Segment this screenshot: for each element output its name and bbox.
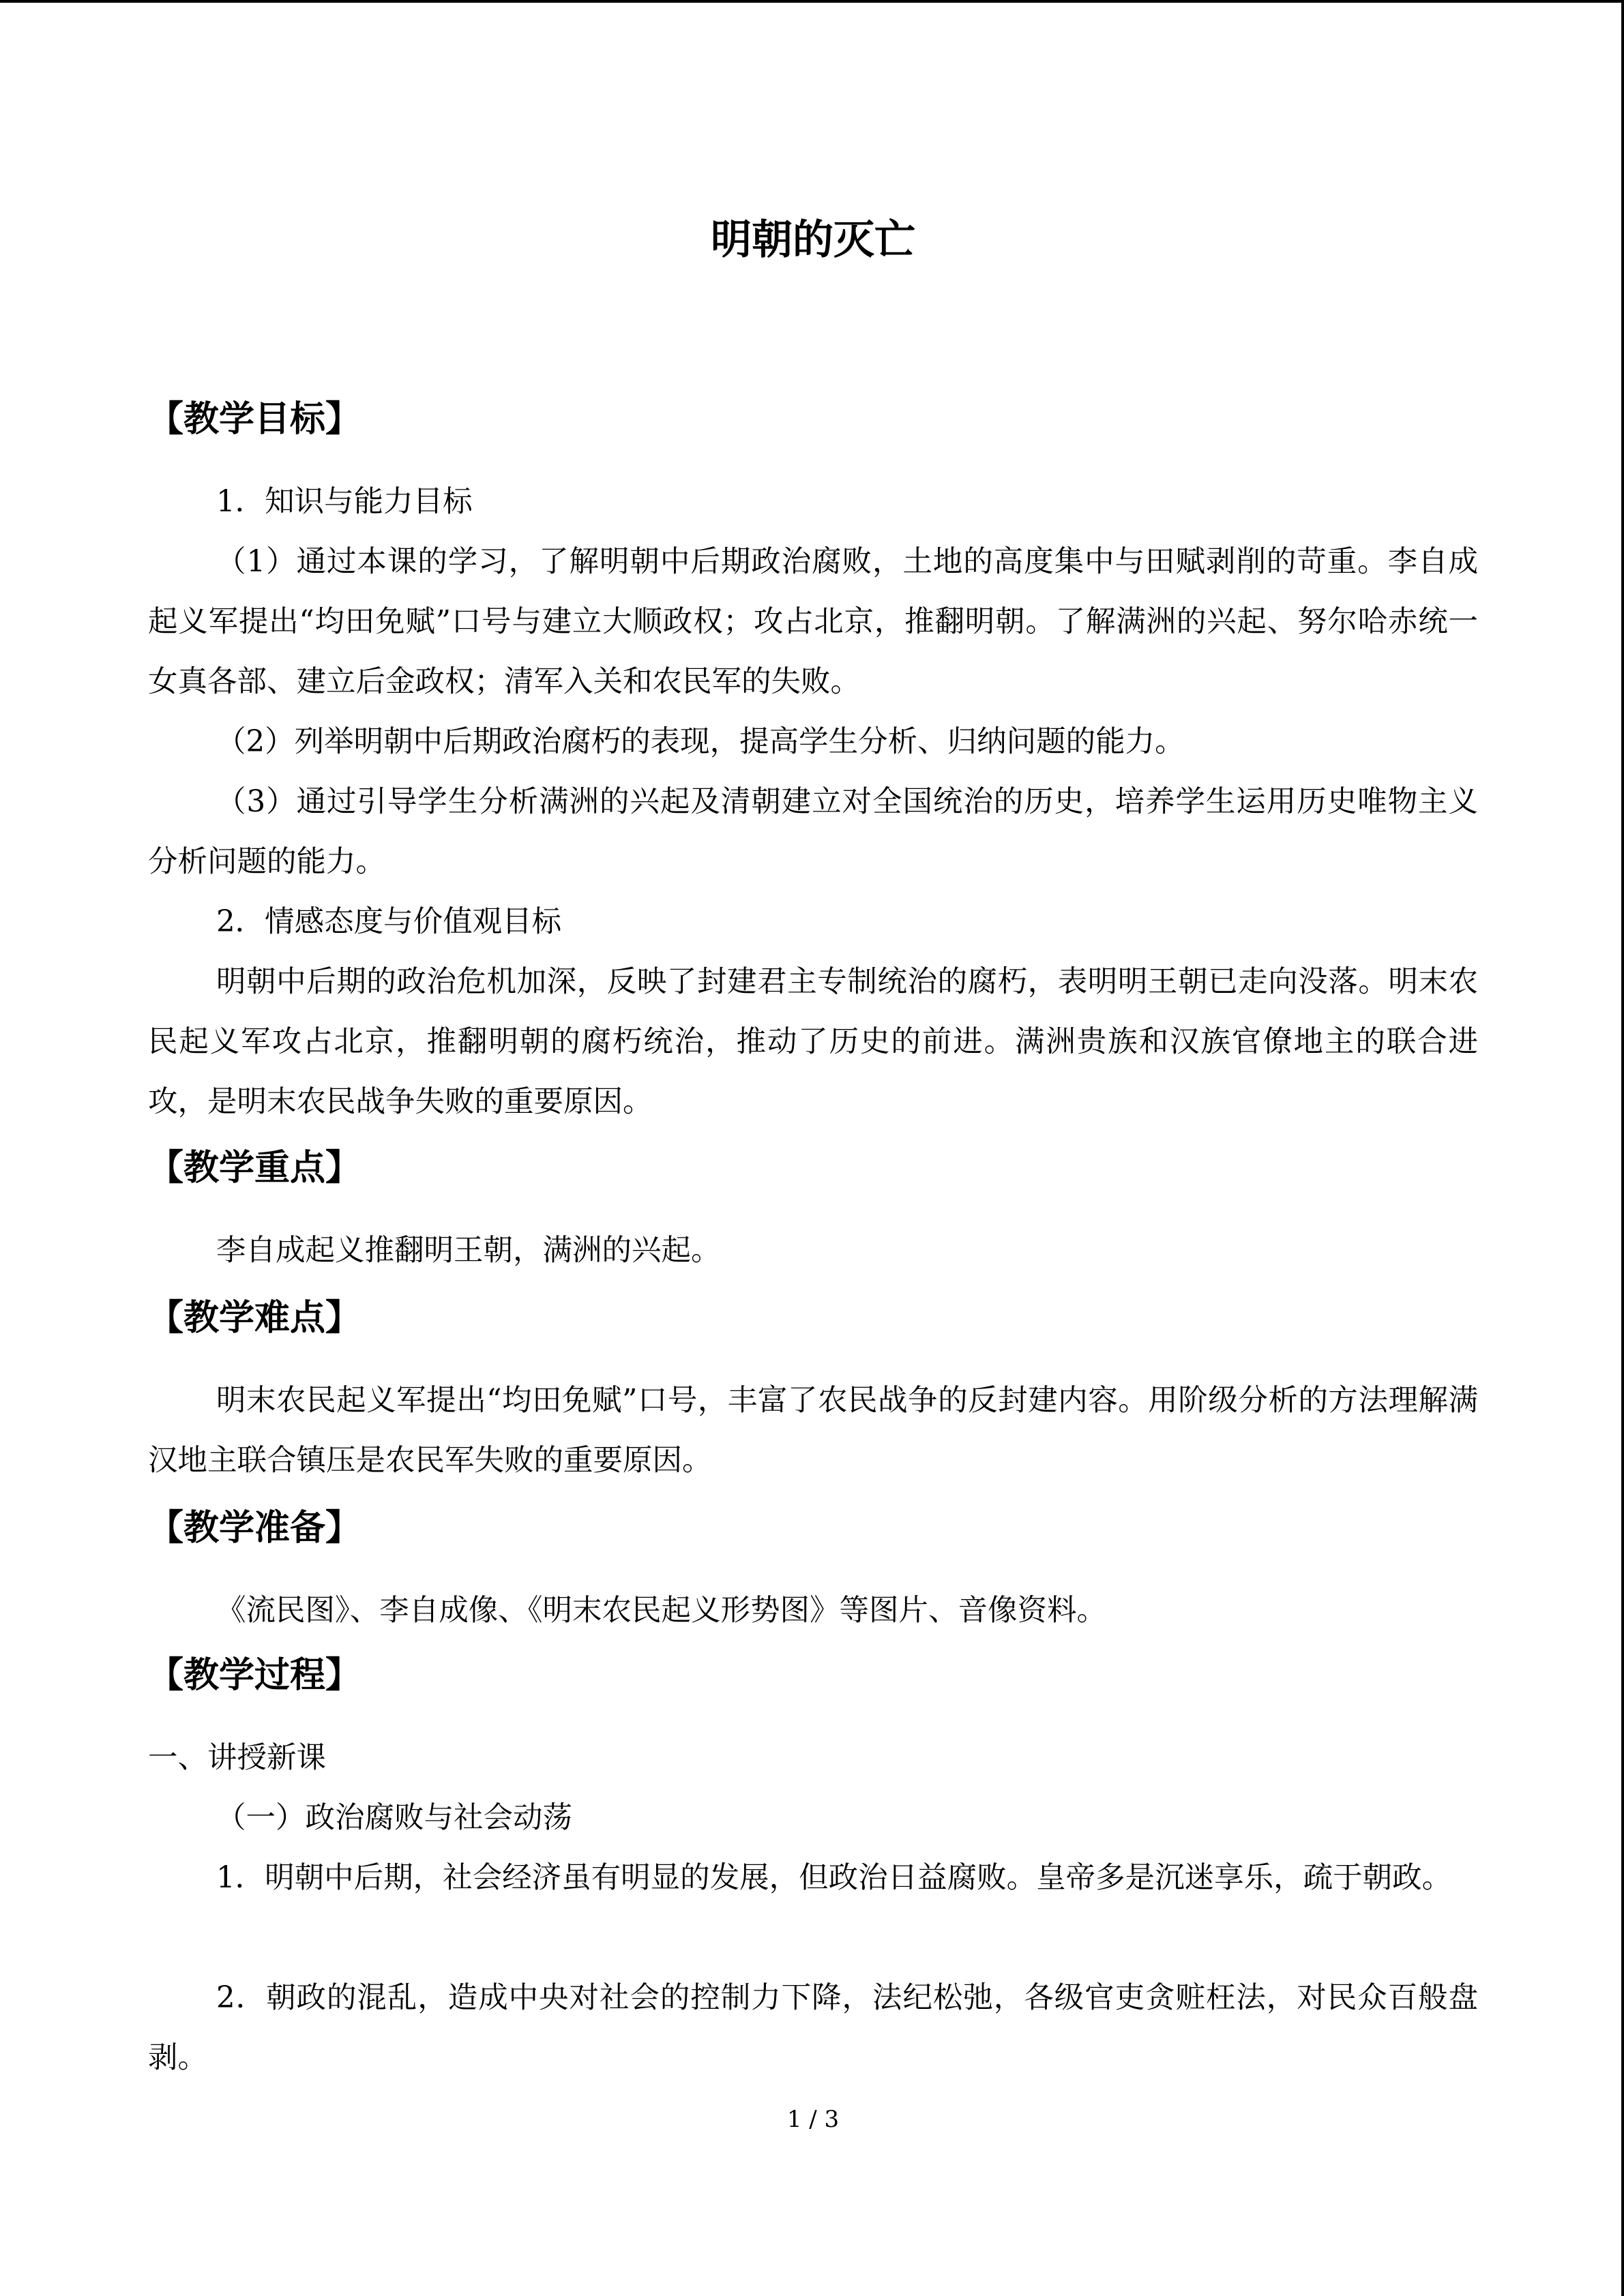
document-title: 明朝的灭亡 (711, 216, 915, 264)
section-heading-process: 【教学过程】 (148, 1655, 361, 1696)
process-paragraph-1: 1．明朝中后期，社会经济虽有明显的发展，但政治日益腐败。皇帝多是沉迷享乐，疏于朝政。 (216, 1861, 1452, 1895)
process-paragraph-2: 2．朝政的混乱，造成中央对社会的控制力下降，法纪松弛，各级官吏贪赃枉法，对民众百般盘剥。 (148, 1981, 1478, 2075)
section-heading-preparation: 【教学准备】 (148, 1508, 361, 1549)
goals-item1-title: 1．知识与能力目标 (216, 485, 473, 519)
difficulties-paragraph: 明末农民起义军提出“均田免赋”口号，丰富了农民战争的反封建内容。用阶级分析的方法理解满汉地主联合镇压是农民军失败的重要原因。 (148, 1384, 1478, 1478)
goals-paragraph-3: （3）通过引导学生分析满洲的兴起及清朝建立对全国统治的历史，培养学生运用历史唯物主义分析问题的能力。 (148, 785, 1478, 879)
key-points-paragraph: 李自成起义推翻明王朝，满洲的兴起。 (216, 1234, 721, 1268)
section-heading-goals: 【教学目标】 (148, 399, 361, 440)
goals-paragraph-1: （1）通过本课的学习，了解明朝中后期政治腐败，土地的高度集中与田赋剥削的苛重。李自成起义军提出“均田免赋”口号与建立大顺政权；攻占北京，推翻明朝。了解满洲的兴起、努尔哈赤统一女真各部、建立后金政权；清军入关和农民军的失败。 (148, 545, 1478, 699)
goals-item2-title: 2．情感态度与价值观目标 (216, 905, 562, 939)
goals-paragraph-4: 明朝中后期的政治危机加深，反映了封建君主专制统治的腐朽，表明明王朝已走向没落。明末农民起义军攻占北京，推翻明朝的腐朽统治，推动了历史的前进。满洲贵族和汉族官僚地主的联合进攻，是明末农民战争失败的重要原因。 (148, 965, 1478, 1119)
goals-paragraph-2: （2）列举明朝中后期政治腐朽的表现，提高学生分析、归纳问题的能力。 (216, 725, 1185, 759)
process-part1-title: 一、讲授新课 (148, 1741, 326, 1775)
page-number: 1 / 3 (786, 2106, 840, 2133)
section-heading-difficulties: 【教学难点】 (148, 1298, 361, 1339)
top-border-rule (0, 0, 1624, 3)
right-border-rule (1621, 0, 1624, 2296)
section-heading-key-points: 【教学重点】 (148, 1148, 361, 1189)
process-sub1-title: （一）政治腐败与社会动荡 (216, 1801, 572, 1835)
preparation-paragraph: 《流民图》、李自成像、《明末农民起义形势图》等图片、音像资料。 (216, 1594, 1106, 1628)
